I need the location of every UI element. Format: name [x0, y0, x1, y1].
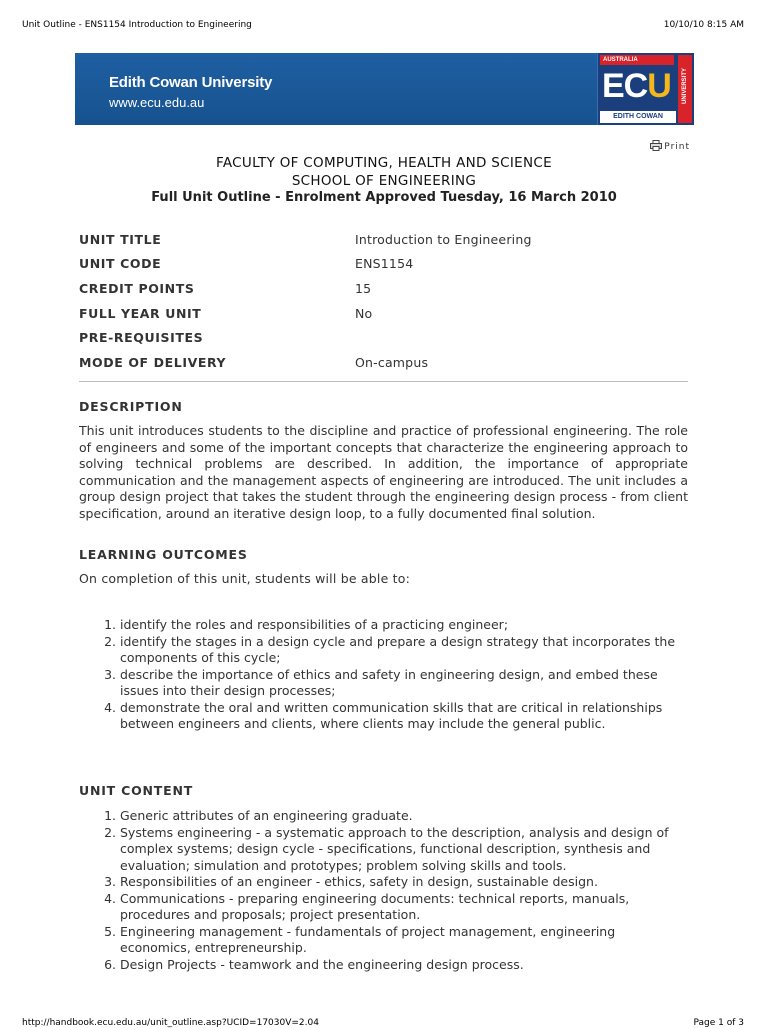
university-url[interactable]: www.ecu.edu.au [109, 95, 205, 110]
table-row [79, 227, 689, 252]
print-label: Print [664, 142, 690, 152]
list-item: 3. describe the importance of ethics and safety in engineering design, and embed these issues into their design processes; [120, 667, 689, 700]
logo-side-band [678, 55, 692, 123]
row-value: Introduction to Engineering [355, 231, 532, 247]
row-value: 15 [355, 280, 372, 296]
learning-outcomes-list [79, 617, 689, 733]
list-item: 5. Engineering management - fundamentals of project management, engineering economics, entrepreneurship. [120, 924, 689, 957]
table-row [79, 325, 689, 350]
row-value [355, 325, 689, 350]
logo-side-text: UNIVERSITY [682, 68, 688, 105]
row-label: UNIT CODE [79, 256, 162, 272]
list-item: 6. Design Projects - teamwork and the engineering design process. [120, 957, 689, 974]
row-label: FULL YEAR UNIT [79, 305, 202, 321]
table-row [79, 252, 689, 277]
print-header-datetime: 10/10/10 8:15 AM [663, 20, 744, 30]
row-label: CREDIT POINTS [79, 280, 195, 296]
university-name: Edith Cowan University [109, 74, 273, 91]
list-item: 3. Responsibilities of an engineer - ethics, safety in design, sustainable design. [120, 874, 689, 891]
footer-url: http://handbook.ecu.edu.au/unit_outline.asp?UCID=17030V=2.04 [22, 1018, 319, 1028]
footer-page-number: Page 1 of 3 [693, 1018, 744, 1028]
table-row [79, 350, 689, 375]
print-header-title: Unit Outline - ENS1154 Introduction to Engineering [22, 20, 252, 30]
school-heading: SCHOOL OF ENGINEERING [291, 173, 477, 189]
list-item: 1. identify the roles and responsibilities of a practicing engineer; [120, 617, 689, 634]
list-item: 2. Systems engineering - a systematic approach to the description, analysis and design of complex systems; design cycle - specifications, functional description, synthesis and evaluation; simulation and prototypes; problem solving skills and tools. [120, 825, 689, 875]
logo-bottom-text: EDITH COWAN [600, 111, 676, 123]
logo-letters-ec: EC [602, 67, 648, 105]
printer-icon [650, 140, 662, 151]
row-value: ENS1154 [355, 256, 414, 272]
list-item: 1. Generic attributes of an engineering graduate. [120, 808, 689, 825]
print-link[interactable] [650, 140, 690, 152]
table-row [79, 276, 689, 301]
logo-letter-u: U [647, 67, 671, 105]
row-label: MODE OF DELIVERY [79, 354, 227, 370]
logo-top-text: AUSTRALIA [600, 55, 674, 65]
table-row [79, 301, 689, 326]
row-label: PRE-REQUISITES [79, 330, 204, 346]
row-label: UNIT TITLE [79, 231, 162, 247]
learning-outcomes-heading: LEARNING OUTCOMES [79, 547, 248, 562]
university-banner [75, 53, 694, 125]
row-value: No [355, 305, 373, 321]
row-value: On-campus [355, 354, 429, 370]
list-item: 4. demonstrate the oral and written communication skills that are critical in relationships between engineers and clients, where clients may include the general public. [120, 700, 689, 733]
ecu-logo [597, 53, 694, 125]
description-heading: DESCRIPTION [79, 399, 183, 414]
logo-letters [602, 66, 671, 106]
section-divider [79, 381, 688, 382]
description-text: This unit introduces students to the discipline and practice of professional engineering. The role of engineers and some of the important concepts that characterize the engineering approach to solving technical problems are described. In addition, the importance of appropriate communication and the management aspects of engineering are introduced. The unit includes a group design project that takes the student through the engineering design process - from client specification, around an iterative design loop, to a fully documented final solution. [79, 423, 688, 521]
list-item: 4. Communications - preparing engineering documents: technical reports, manuals, procedures and proposals; project presentation. [120, 891, 689, 924]
unit-content-list [79, 808, 689, 973]
learning-outcomes-intro: On completion of this unit, students will be able to: [79, 571, 410, 586]
list-item: 2. identify the stages in a design cycle and prepare a design strategy that incorporates the components of this cycle; [120, 634, 689, 667]
unit-info-table [79, 227, 689, 375]
print-header [22, 20, 744, 34]
faculty-heading: FACULTY OF COMPUTING, HEALTH AND SCIENCE [216, 155, 552, 171]
approval-heading: Full Unit Outline - Enrolment Approved Tuesday, 16 March 2010 [151, 190, 617, 205]
unit-content-heading: UNIT CONTENT [79, 783, 194, 798]
